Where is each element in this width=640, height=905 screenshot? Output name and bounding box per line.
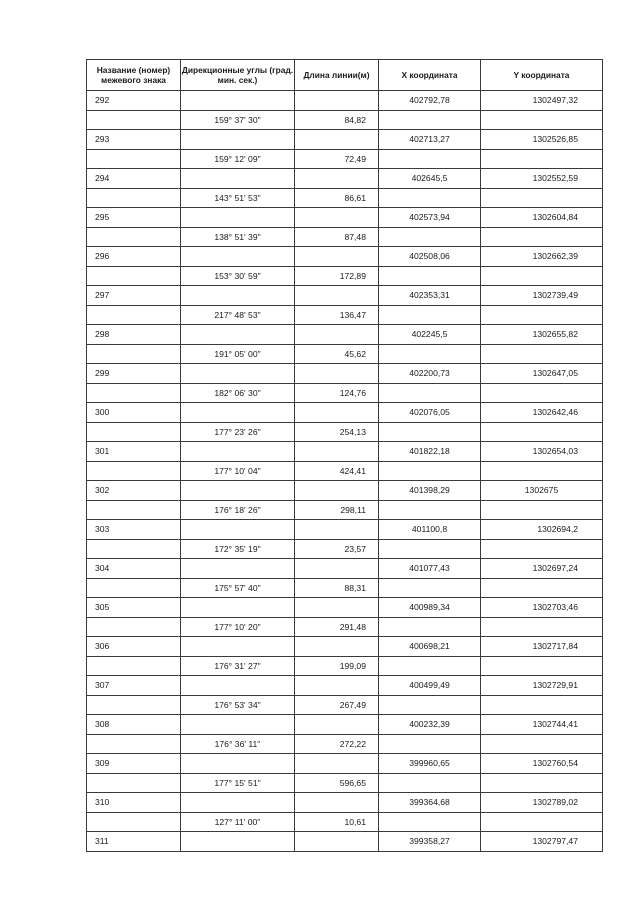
direction-angle-cell (181, 637, 295, 657)
mark-name-cell: 297 (87, 286, 181, 306)
y-coordinate-cell (481, 188, 603, 208)
line-length-cell: 291,48 (295, 617, 379, 637)
x-coordinate-cell (379, 227, 481, 247)
segment-row (87, 734, 603, 754)
segment-row (87, 422, 603, 442)
x-coordinate-cell (379, 578, 481, 598)
y-coordinate-cell (481, 578, 603, 598)
line-length-cell: 596,65 (295, 773, 379, 793)
mark-name-cell: 307 (87, 676, 181, 696)
point-row (87, 676, 603, 696)
direction-angle-cell: 176° 36' 11" (181, 734, 295, 754)
mark-name-cell (87, 188, 181, 208)
mark-name-cell: 303 (87, 520, 181, 540)
direction-angle-cell: 159° 37' 30" (181, 110, 295, 130)
x-coordinate-cell (379, 266, 481, 286)
mark-name-cell (87, 734, 181, 754)
y-coordinate-cell: 1302703,46 (481, 598, 603, 618)
direction-angle-cell: 217° 48' 53" (181, 305, 295, 325)
y-coordinate-cell: 1302654,03 (481, 442, 603, 462)
y-coordinate-cell (481, 383, 603, 403)
y-coordinate-cell (481, 422, 603, 442)
line-length-cell: 199,09 (295, 656, 379, 676)
header-mark-name: Название (номер) межевого знака (87, 60, 181, 91)
line-length-cell (295, 520, 379, 540)
mark-name-cell (87, 461, 181, 481)
segment-row (87, 578, 603, 598)
point-row (87, 598, 603, 618)
point-row (87, 520, 603, 540)
x-coordinate-cell (379, 305, 481, 325)
line-length-cell (295, 676, 379, 696)
segment-row (87, 344, 603, 364)
x-coordinate-cell (379, 500, 481, 520)
mark-name-cell: 305 (87, 598, 181, 618)
x-coordinate-cell: 402508,06 (379, 247, 481, 267)
point-row (87, 208, 603, 228)
x-coordinate-cell: 402245,5 (379, 325, 481, 345)
x-coordinate-cell: 400698,21 (379, 637, 481, 657)
point-row (87, 403, 603, 423)
direction-angle-cell (181, 325, 295, 345)
header-direction-angle: Дирекционные углы (град. мин. сек.) (181, 60, 295, 91)
x-coordinate-cell: 401398,29 (379, 481, 481, 501)
y-coordinate-cell (481, 695, 603, 715)
x-coordinate-cell: 399358,27 (379, 832, 481, 852)
x-coordinate-cell: 400232,39 (379, 715, 481, 735)
line-length-cell: 424,41 (295, 461, 379, 481)
direction-angle-cell (181, 598, 295, 618)
x-coordinate-cell (379, 539, 481, 559)
y-coordinate-cell (481, 734, 603, 754)
direction-angle-cell (181, 208, 295, 228)
direction-angle-cell (181, 793, 295, 813)
direction-angle-cell (181, 481, 295, 501)
mark-name-cell (87, 617, 181, 637)
point-row (87, 559, 603, 579)
direction-angle-cell: 191° 05' 00" (181, 344, 295, 364)
point-row (87, 832, 603, 852)
direction-angle-cell (181, 559, 295, 579)
line-length-cell (295, 364, 379, 384)
mark-name-cell: 309 (87, 754, 181, 774)
y-coordinate-cell (481, 305, 603, 325)
mark-name-cell: 308 (87, 715, 181, 735)
line-length-cell: 87,48 (295, 227, 379, 247)
mark-name-cell: 306 (87, 637, 181, 657)
line-length-cell (295, 169, 379, 189)
line-length-cell (295, 832, 379, 852)
direction-angle-cell (181, 832, 295, 852)
mark-name-cell (87, 812, 181, 832)
mark-name-cell (87, 500, 181, 520)
point-row (87, 169, 603, 189)
x-coordinate-cell (379, 149, 481, 169)
x-coordinate-cell (379, 695, 481, 715)
line-length-cell: 172,89 (295, 266, 379, 286)
x-coordinate-cell (379, 383, 481, 403)
line-length-cell (295, 286, 379, 306)
direction-angle-cell: 127° 11' 00" (181, 812, 295, 832)
direction-angle-cell: 177° 15' 51" (181, 773, 295, 793)
y-coordinate-cell: 1302647,05 (481, 364, 603, 384)
line-length-cell: 88,31 (295, 578, 379, 598)
y-coordinate-cell: 1302675 (481, 481, 603, 501)
segment-row (87, 461, 603, 481)
x-coordinate-cell (379, 734, 481, 754)
x-coordinate-cell: 399960,65 (379, 754, 481, 774)
direction-angle-cell (181, 715, 295, 735)
direction-angle-cell: 153° 30' 59" (181, 266, 295, 286)
y-coordinate-cell (481, 227, 603, 247)
point-row (87, 325, 603, 345)
line-length-cell: 267,49 (295, 695, 379, 715)
mark-name-cell (87, 578, 181, 598)
segment-row (87, 110, 603, 130)
direction-angle-cell: 176° 31' 27" (181, 656, 295, 676)
direction-angle-cell (181, 364, 295, 384)
line-length-cell: 84,82 (295, 110, 379, 130)
line-length-cell (295, 403, 379, 423)
line-length-cell (295, 481, 379, 501)
y-coordinate-cell: 1302604,84 (481, 208, 603, 228)
mark-name-cell (87, 422, 181, 442)
mark-name-cell (87, 110, 181, 130)
header-x-coordinate: X координата (379, 60, 481, 91)
line-length-cell: 298,11 (295, 500, 379, 520)
point-row (87, 364, 603, 384)
mark-name-cell (87, 149, 181, 169)
x-coordinate-cell (379, 773, 481, 793)
x-coordinate-cell (379, 110, 481, 130)
y-coordinate-cell (481, 461, 603, 481)
x-coordinate-cell (379, 461, 481, 481)
y-coordinate-cell (481, 110, 603, 130)
x-coordinate-cell: 402573,94 (379, 208, 481, 228)
x-coordinate-cell (379, 812, 481, 832)
y-coordinate-cell: 1302497,32 (481, 91, 603, 111)
line-length-cell: 124,76 (295, 383, 379, 403)
y-coordinate-cell: 1302797,47 (481, 832, 603, 852)
segment-row (87, 812, 603, 832)
x-coordinate-cell: 400989,34 (379, 598, 481, 618)
direction-angle-cell: 177° 10' 04" (181, 461, 295, 481)
y-coordinate-cell: 1302526,85 (481, 130, 603, 150)
y-coordinate-cell (481, 266, 603, 286)
line-length-cell: 45,62 (295, 344, 379, 364)
x-coordinate-cell: 401100,8 (379, 520, 481, 540)
mark-name-cell (87, 383, 181, 403)
point-row (87, 481, 603, 501)
line-length-cell: 23,57 (295, 539, 379, 559)
direction-angle-cell: 177° 10' 20" (181, 617, 295, 637)
header-line-length: Длина линии(м) (295, 60, 379, 91)
line-length-cell (295, 325, 379, 345)
y-coordinate-cell: 1302760,54 (481, 754, 603, 774)
line-length-cell (295, 715, 379, 735)
mark-name-cell: 310 (87, 793, 181, 813)
direction-angle-cell: 177° 23' 26" (181, 422, 295, 442)
mark-name-cell: 298 (87, 325, 181, 345)
table-header (87, 60, 603, 91)
direction-angle-cell: 176° 53' 34" (181, 695, 295, 715)
point-row (87, 247, 603, 267)
header-y-coordinate: Y координата (481, 60, 603, 91)
y-coordinate-cell: 1302655,82 (481, 325, 603, 345)
line-length-cell (295, 247, 379, 267)
point-row (87, 754, 603, 774)
segment-row (87, 383, 603, 403)
table-body (87, 91, 603, 852)
direction-angle-cell: 143° 51' 53" (181, 188, 295, 208)
segment-row (87, 188, 603, 208)
y-coordinate-cell: 1302744,41 (481, 715, 603, 735)
x-coordinate-cell: 402713,27 (379, 130, 481, 150)
mark-name-cell (87, 227, 181, 247)
x-coordinate-cell (379, 188, 481, 208)
y-coordinate-cell: 1302729,91 (481, 676, 603, 696)
mark-name-cell: 311 (87, 832, 181, 852)
x-coordinate-cell: 402200,73 (379, 364, 481, 384)
x-coordinate-cell: 402353,31 (379, 286, 481, 306)
mark-name-cell (87, 344, 181, 364)
direction-angle-cell (181, 286, 295, 306)
x-coordinate-cell: 402645,5 (379, 169, 481, 189)
x-coordinate-cell (379, 344, 481, 364)
point-row (87, 793, 603, 813)
y-coordinate-cell: 1302694,2 (481, 520, 603, 540)
mark-name-cell: 301 (87, 442, 181, 462)
direction-angle-cell: 172° 35' 19" (181, 539, 295, 559)
line-length-cell (295, 559, 379, 579)
mark-name-cell (87, 656, 181, 676)
x-coordinate-cell: 402076,05 (379, 403, 481, 423)
point-row (87, 130, 603, 150)
point-row (87, 91, 603, 111)
y-coordinate-cell (481, 500, 603, 520)
mark-name-cell: 296 (87, 247, 181, 267)
direction-angle-cell: 138° 51' 39" (181, 227, 295, 247)
y-coordinate-cell (481, 812, 603, 832)
y-coordinate-cell (481, 656, 603, 676)
mark-name-cell: 299 (87, 364, 181, 384)
header-row (87, 60, 603, 91)
direction-angle-cell: 159° 12' 09" (181, 149, 295, 169)
direction-angle-cell (181, 247, 295, 267)
y-coordinate-cell: 1302717,84 (481, 637, 603, 657)
direction-angle-cell (181, 91, 295, 111)
x-coordinate-cell: 401077,43 (379, 559, 481, 579)
y-coordinate-cell (481, 539, 603, 559)
mark-name-cell: 295 (87, 208, 181, 228)
segment-row (87, 773, 603, 793)
mark-name-cell (87, 305, 181, 325)
mark-name-cell: 300 (87, 403, 181, 423)
segment-row (87, 227, 603, 247)
y-coordinate-cell: 1302662,39 (481, 247, 603, 267)
y-coordinate-cell: 1302552,59 (481, 169, 603, 189)
line-length-cell (295, 598, 379, 618)
y-coordinate-cell: 1302642,46 (481, 403, 603, 423)
direction-angle-cell (181, 403, 295, 423)
y-coordinate-cell (481, 149, 603, 169)
x-coordinate-cell: 402792,78 (379, 91, 481, 111)
x-coordinate-cell: 399364,68 (379, 793, 481, 813)
line-length-cell (295, 754, 379, 774)
mark-name-cell (87, 539, 181, 559)
y-coordinate-cell (481, 617, 603, 637)
segment-row (87, 149, 603, 169)
line-length-cell: 272,22 (295, 734, 379, 754)
mark-name-cell (87, 695, 181, 715)
direction-angle-cell (181, 442, 295, 462)
x-coordinate-cell: 401822,18 (379, 442, 481, 462)
mark-name-cell: 294 (87, 169, 181, 189)
mark-name-cell: 292 (87, 91, 181, 111)
line-length-cell (295, 442, 379, 462)
y-coordinate-cell (481, 773, 603, 793)
mark-name-cell: 302 (87, 481, 181, 501)
segment-row (87, 266, 603, 286)
line-length-cell: 136,47 (295, 305, 379, 325)
line-length-cell: 10,61 (295, 812, 379, 832)
mark-name-cell: 293 (87, 130, 181, 150)
segment-row (87, 539, 603, 559)
mark-name-cell (87, 266, 181, 286)
line-length-cell: 254,13 (295, 422, 379, 442)
line-length-cell (295, 637, 379, 657)
point-row (87, 637, 603, 657)
line-length-cell: 86,61 (295, 188, 379, 208)
y-coordinate-cell: 1302739,49 (481, 286, 603, 306)
point-row (87, 715, 603, 735)
point-row (87, 442, 603, 462)
x-coordinate-cell (379, 656, 481, 676)
direction-angle-cell (181, 676, 295, 696)
point-row (87, 286, 603, 306)
document-sheet (86, 59, 602, 852)
direction-angle-cell (181, 130, 295, 150)
segment-row (87, 500, 603, 520)
segment-row (87, 656, 603, 676)
segment-row (87, 305, 603, 325)
x-coordinate-cell (379, 617, 481, 637)
x-coordinate-cell: 400499,49 (379, 676, 481, 696)
line-length-cell (295, 130, 379, 150)
line-length-cell: 72,49 (295, 149, 379, 169)
y-coordinate-cell: 1302697,24 (481, 559, 603, 579)
y-coordinate-cell: 1302789,02 (481, 793, 603, 813)
direction-angle-cell (181, 520, 295, 540)
line-length-cell (295, 208, 379, 228)
line-length-cell (295, 91, 379, 111)
direction-angle-cell: 175° 57' 40" (181, 578, 295, 598)
direction-angle-cell (181, 754, 295, 774)
mark-name-cell (87, 773, 181, 793)
segment-row (87, 617, 603, 637)
line-length-cell (295, 793, 379, 813)
mark-name-cell: 304 (87, 559, 181, 579)
x-coordinate-cell (379, 422, 481, 442)
direction-angle-cell (181, 169, 295, 189)
boundary-coordinates-table (86, 59, 603, 852)
segment-row (87, 695, 603, 715)
direction-angle-cell: 182° 06' 30" (181, 383, 295, 403)
direction-angle-cell: 176° 18' 26" (181, 500, 295, 520)
y-coordinate-cell (481, 344, 603, 364)
